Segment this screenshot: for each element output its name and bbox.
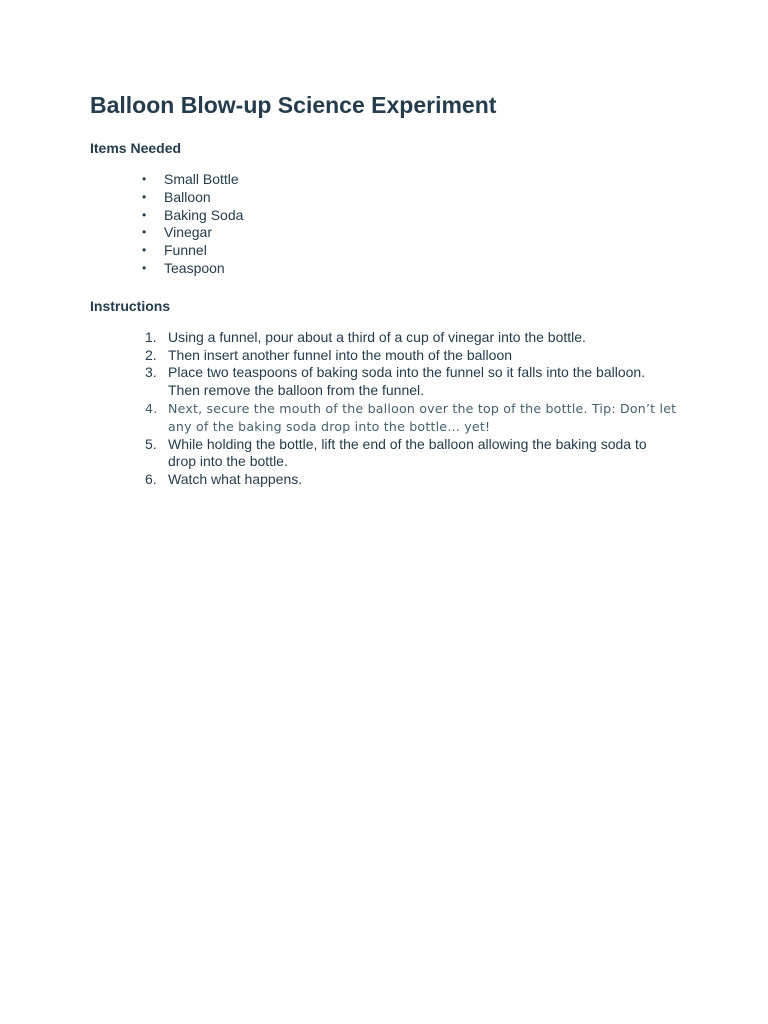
bullet-icon: • bbox=[142, 225, 147, 240]
step-text: Next, secure the mouth of the balloon over the top of the bottle. Tip: Don’t let any of the baking soda drop into the bottle… yet! bbox=[168, 400, 677, 434]
instruction-step bbox=[145, 400, 678, 436]
step-text: Watch what happens. bbox=[168, 471, 303, 488]
step-text: While holding the bottle, lift the end of the balloon allowing the baking soda to drop into the bottle. bbox=[168, 435, 647, 470]
bullet-icon: • bbox=[142, 207, 147, 222]
item-label: Baking Soda bbox=[164, 206, 244, 223]
instructions-list bbox=[90, 329, 678, 489]
item-label: Teaspoon bbox=[164, 259, 225, 276]
list-item bbox=[142, 224, 678, 242]
list-item bbox=[142, 260, 678, 278]
step-number: 2. bbox=[145, 346, 157, 363]
bullet-icon: • bbox=[142, 243, 147, 258]
step-number: 6. bbox=[145, 471, 157, 488]
step-text: Using a funnel, pour about a third of a cup of vinegar into the bottle. bbox=[168, 328, 586, 345]
step-number: 4. bbox=[145, 400, 158, 416]
items-needed-heading: Items Needed bbox=[90, 140, 182, 156]
page-title: Balloon Blow-up Science Experiment bbox=[90, 92, 497, 118]
instruction-step bbox=[145, 471, 678, 489]
item-label: Funnel bbox=[164, 242, 207, 259]
instruction-step bbox=[145, 364, 678, 400]
step-text: Place two teaspoons of baking soda into the funnel so it falls into the balloon. Then remove the balloon from the funnel. bbox=[168, 364, 646, 399]
instruction-step bbox=[145, 436, 678, 472]
step-text: Then insert another funnel into the mouth of the balloon bbox=[168, 346, 513, 363]
bullet-icon: • bbox=[142, 172, 147, 186]
bullet-icon: • bbox=[142, 260, 147, 275]
list-item bbox=[142, 207, 678, 225]
step-number: 3. bbox=[145, 364, 157, 381]
item-label: Balloon bbox=[164, 188, 211, 205]
list-item bbox=[142, 242, 678, 260]
bullet-icon: • bbox=[142, 189, 147, 204]
instructions-heading: Instructions bbox=[90, 297, 171, 314]
item-label: Small Bottle bbox=[164, 171, 239, 187]
step-number: 5. bbox=[145, 435, 157, 452]
step-number: 1. bbox=[145, 328, 157, 345]
instruction-step bbox=[145, 347, 678, 365]
list-item bbox=[142, 189, 678, 207]
item-label: Vinegar bbox=[164, 224, 213, 241]
list-item bbox=[142, 171, 678, 189]
items-list bbox=[90, 171, 678, 278]
instruction-step bbox=[145, 329, 678, 347]
